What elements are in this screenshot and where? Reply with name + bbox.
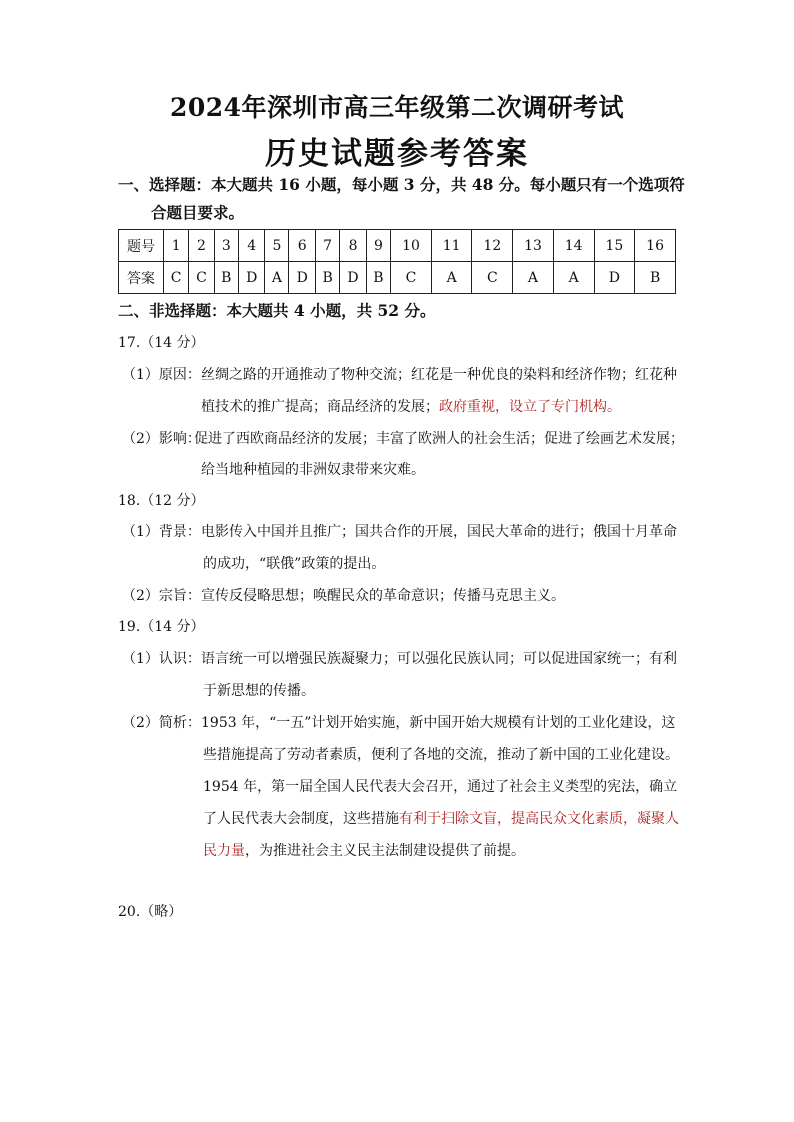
q18-part2-label: （2）宗旨： [122, 588, 201, 604]
table-answer-cell: D [239, 262, 265, 294]
table-answer-cell: C [391, 262, 432, 294]
table-answer-cell: B [214, 262, 238, 294]
table-label-numbers: 题号 [119, 230, 164, 262]
table-answer-cell: D [594, 262, 635, 294]
q19-part1-line2: 于新思想的传播。 [203, 683, 315, 699]
table-number-cell: 8 [340, 230, 366, 262]
q17-part2-line1: 促进了西欧商品经济的发展；丰富了欧洲人的社会生活；促进了绘画艺术发展； [194, 431, 684, 447]
question-20-heading: 20.（略） [118, 904, 183, 920]
table-number-cell: 1 [164, 230, 189, 262]
table-number-cell: 15 [594, 230, 635, 262]
table-answer-cell: B [315, 262, 339, 294]
q18-part1-line2: 的成功，“联俄”政策的提出。 [203, 556, 386, 572]
table-answer-cell: D [289, 262, 315, 294]
q18-part1-label: （1）背景： [122, 524, 201, 540]
table-answer-cell: B [366, 262, 390, 294]
q18-part2-line1: 宣传反侵略思想；唤醒民众的革命意识；传播马克思主义。 [201, 588, 565, 604]
q18-part1-line1: 电影传入中国并且推广；国共合作的开展，国民大革命的进行；俄国十月革命 [201, 524, 677, 540]
multiple-choice-answer-table [118, 229, 676, 294]
table-number-cell: 14 [553, 230, 594, 262]
table-number-cell: 6 [289, 230, 315, 262]
table-answer-cell: C [472, 262, 513, 294]
section1-heading-line1: 一、选择题：本大题共 16 小题，每小题 3 分，共 48 分。每小题只有一个选项符 [118, 175, 685, 194]
table-answer-cell: D [340, 262, 366, 294]
table-number-cell: 5 [265, 230, 289, 262]
q17-part1-line2 [201, 396, 621, 416]
question-18-heading: 18.（12 分） [118, 493, 205, 509]
table-number-cell: 2 [189, 230, 214, 262]
section2-heading: 二、非选择题：本大题共 4 小题，共 52 分。 [118, 301, 436, 320]
q17-part2-label: （2）影响： [122, 431, 201, 447]
table-number-cell: 11 [431, 230, 472, 262]
q17-part1-line1: 丝绸之路的开通推动了物种交流；红花是一种优良的染料和经济作物；红花种 [201, 367, 677, 383]
table-answer-cell: A [513, 262, 554, 294]
q19-part1-label: （1）认识： [122, 651, 201, 667]
table-number-cell: 12 [472, 230, 513, 262]
q17-part1-line2-text: 植技术的推广提高；商品经济的发展； [201, 399, 439, 415]
q19-part2-line1: 1953 年，“一五”计划开始实施，新中国开始大规模有计划的工业化建设，这 [201, 715, 676, 731]
table-number-cell: 10 [391, 230, 432, 262]
q19-part2-label: （2）简析： [122, 715, 201, 731]
q19-part2-line5-highlight: 民力量 [203, 843, 245, 859]
section1-heading-line2: 合题目要求。 [151, 203, 245, 222]
question-17-heading: 17.（14 分） [118, 335, 205, 351]
table-answer-cell: B [635, 262, 676, 294]
table-answer-cell: C [164, 262, 189, 294]
q19-part2-line4 [203, 808, 679, 828]
exam-title: 2024年深圳市高三年级第二次调研考试 [169, 93, 625, 122]
table-number-cell: 16 [635, 230, 676, 262]
q19-part2-line3: 1954 年，第一届全国人民代表大会召开，通过了社会主义类型的宪法，确立 [203, 779, 678, 795]
q19-part2-line4-highlight: 有利于扫除文盲，提高民众文化素质，凝聚人 [399, 811, 679, 827]
table-number-cell: 9 [366, 230, 390, 262]
table-label-answers: 答案 [119, 262, 164, 294]
table-number-cell: 4 [239, 230, 265, 262]
question-19-heading: 19.（14 分） [118, 619, 205, 635]
table-row-numbers [119, 230, 676, 262]
q19-part2-line2: 些措施提高了劳动者素质，便利了各地的交流，推动了新中国的工业化建设。 [203, 747, 679, 763]
table-row-answers [119, 262, 676, 294]
table-answer-cell: A [431, 262, 472, 294]
q19-part2-line5-text: ，为推进社会主义民主法制建设提供了前提。 [245, 843, 525, 859]
q19-part1-line1: 语言统一可以增强民族凝聚力；可以强化民族认同；可以促进国家统一；有利 [201, 651, 677, 667]
q17-part1-line2-highlight: 政府重视，设立了专门机构。 [439, 399, 621, 415]
q19-part2-line4-text: 了人民代表大会制度，这些措施 [203, 811, 399, 827]
table-answer-cell: C [189, 262, 214, 294]
q19-part2-line5 [203, 840, 525, 860]
answer-key-title: 历史试题参考答案 [265, 136, 529, 172]
table-answer-cell: A [265, 262, 289, 294]
table-answer-cell: A [553, 262, 594, 294]
table-number-cell: 3 [214, 230, 238, 262]
q17-part2-line2: 给当地种植园的非洲奴隶带来灾难。 [201, 462, 425, 478]
table-number-cell: 13 [513, 230, 554, 262]
table-number-cell: 7 [315, 230, 339, 262]
q17-part1-label: （1）原因： [122, 367, 201, 383]
